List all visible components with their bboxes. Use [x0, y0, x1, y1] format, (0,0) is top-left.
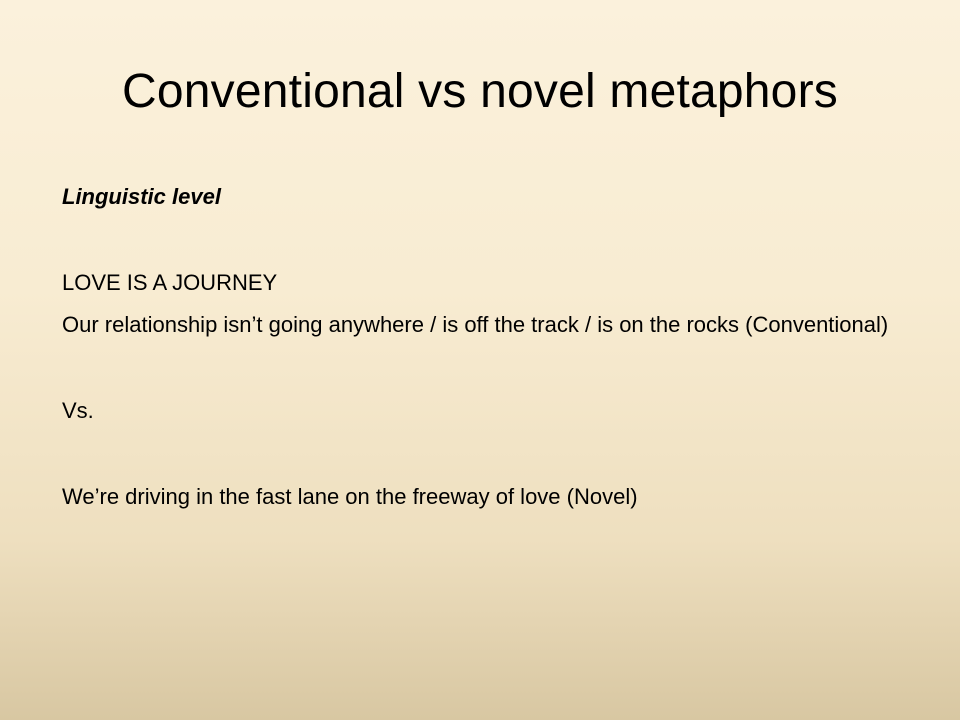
versus-label: Vs. — [62, 398, 94, 423]
metaphor-heading: LOVE IS A JOURNEY — [62, 270, 278, 295]
slide-title: Conventional vs novel metaphors — [122, 65, 838, 118]
spacer — [62, 300, 902, 308]
spacer — [62, 214, 902, 266]
novel-example: We’re driving in the fast lane on the freeway of love (Novel) — [62, 484, 638, 509]
slide-body — [62, 180, 902, 514]
conventional-example: Our relationship isn’t going anywhere / is off the track / is on the rocks (Conventional) — [62, 312, 889, 337]
spacer — [62, 428, 902, 480]
subheading: Linguistic level — [62, 184, 221, 209]
spacer — [62, 342, 902, 394]
